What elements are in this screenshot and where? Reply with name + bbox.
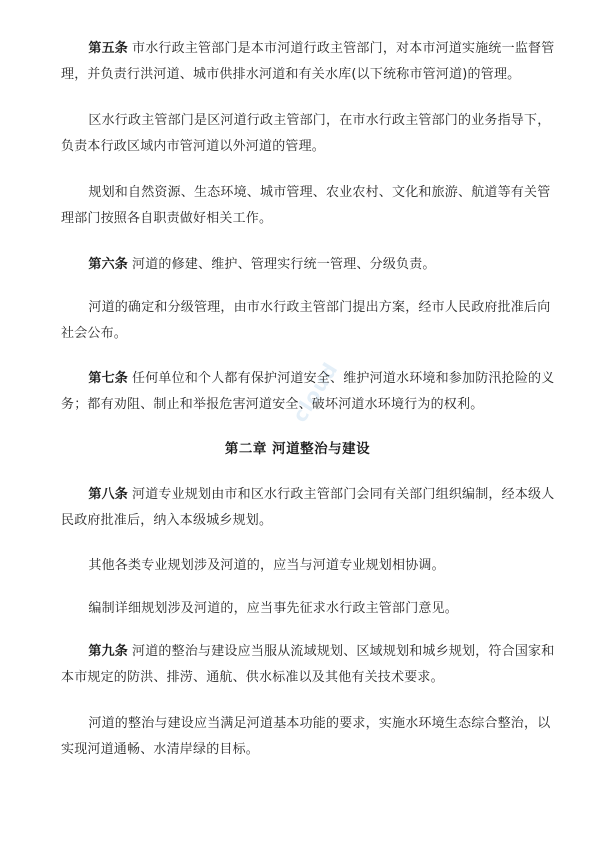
article-8-text-1: 河道专业规划由市和区水行政主管部门会同有关部门组织编制，经本级人 bbox=[132, 487, 555, 502]
article-9-label: 第九条 bbox=[88, 644, 129, 659]
article-5-label: 第五条 bbox=[88, 41, 129, 56]
article-9-p2-line-1 bbox=[62, 711, 558, 737]
article-5-p3-text-1: 规划和自然资源、生态环境、城市管理、农业农村、文化和旅游、航道等有关管 bbox=[88, 185, 551, 200]
article-7-text-1: 任何单位和个人都有保护河道安全、维护河道水环境和参加防汛抢险的义 bbox=[132, 371, 555, 386]
article-8-p2-text-1: 其他各类专业规划涉及河道的，应当与河道专业规划相协调。 bbox=[88, 558, 445, 573]
article-5-p3-line-2: 理部门按照各自职责做好相关工作。 bbox=[61, 211, 273, 226]
article-7-line-2: 务；都有劝阻、制止和举报危害河道安全、破坏河道水环境行为的权利。 bbox=[61, 397, 484, 412]
article-8-paragraph-2 bbox=[62, 553, 558, 579]
watermark: cloud bbox=[287, 357, 343, 427]
article-6-text-1: 河道的修建、维护、管理实行统一管理、分级负责。 bbox=[132, 257, 436, 272]
article-9-text-1: 河道的整治与建设应当服从流域规划、区域规划和城乡规划，符合国家和 bbox=[132, 644, 555, 659]
article-6-label: 第六条 bbox=[88, 257, 129, 272]
chapter-heading: 第二章 河道整治与建设 bbox=[224, 441, 371, 457]
article-6-p2-text-1: 河道的确定和分级管理，由市水行政主管部门提出方案，经市人民政府批准后向 bbox=[88, 300, 551, 315]
article-9-line-2: 本市规定的防洪、排涝、通航、供水标准以及其他有关技术要求。 bbox=[61, 670, 444, 685]
article-6-paragraph-2 bbox=[62, 295, 558, 347]
article-7-label: 第七条 bbox=[88, 371, 129, 386]
article-8-p3-text-1: 编制详细规划涉及河道的，应当事先征求水行政主管部门意见。 bbox=[88, 601, 459, 616]
article-9-p2-line-2: 实现河道通畅、水清岸绿的目标。 bbox=[61, 742, 260, 757]
article-6-p2-line-1 bbox=[62, 295, 558, 321]
article-8-paragraph bbox=[62, 482, 558, 534]
article-5-paragraph bbox=[62, 36, 558, 88]
article-8-line-2: 民政府批准后，纳入本级城乡规划。 bbox=[61, 513, 273, 528]
article-8-label: 第八条 bbox=[88, 487, 129, 502]
article-8-paragraph-3 bbox=[62, 596, 558, 622]
article-5-paragraph-3 bbox=[62, 180, 558, 232]
article-7-paragraph bbox=[62, 366, 558, 418]
article-9-paragraph-2 bbox=[62, 711, 558, 763]
article-5-line-2: 理，并负责行洪河道、城市供排水河道和有关水库(以下统称市管河道)的管理。 bbox=[61, 67, 521, 82]
article-8-p3-line-1 bbox=[62, 596, 558, 622]
article-6-paragraph bbox=[62, 252, 558, 278]
article-5-paragraph-2 bbox=[62, 108, 558, 160]
article-9-p2-text-1: 河道的整治与建设应当满足河道基本功能的要求，实施水环境生态综合整治，以 bbox=[88, 716, 551, 731]
article-9-line-1 bbox=[62, 639, 558, 665]
article-6-line-1 bbox=[62, 252, 558, 278]
article-9-paragraph bbox=[62, 639, 558, 691]
article-5-line-1 bbox=[62, 36, 558, 62]
article-8-p2-line-1 bbox=[62, 553, 558, 579]
article-5-text-1: 市水行政主管部门是本市河道行政主管部门，对本市河道实施统一监督管 bbox=[132, 41, 555, 56]
article-7-line-1 bbox=[62, 366, 558, 392]
article-5-p3-line-1 bbox=[62, 180, 558, 206]
article-8-line-1 bbox=[62, 482, 558, 508]
article-5-p2-line-2: 负责本行政区域内市管河道以外河道的管理。 bbox=[61, 139, 326, 154]
article-6-p2-line-2: 社会公布。 bbox=[61, 326, 128, 341]
article-5-p2-line-1 bbox=[62, 108, 558, 134]
article-5-p2-text-1: 区水行政主管部门是区河道行政主管部门，在市水行政主管部门的业务指导下， bbox=[88, 113, 551, 128]
